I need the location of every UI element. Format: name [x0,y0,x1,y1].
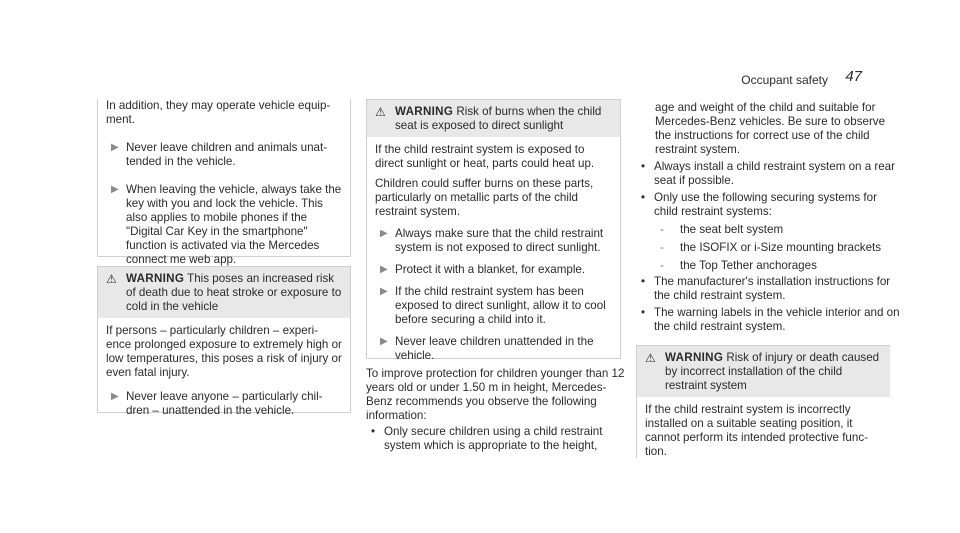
arrow-icon: ▶ [380,336,388,347]
intro-text: In addition, they may operate vehicle equip-ment. [106,99,331,126]
warning-title: Risk of injury or death caused by incorrect installation of the child restraint system [665,351,880,392]
list-item: ▶ If the child restraint system has been exposed to direct sunlight, allow it to cool before securing a child into it. [375,285,612,327]
dash-icon: - [660,241,664,254]
arrow-icon: ▶ [380,286,388,297]
bullet-list [636,160,901,334]
arrow-icon: ▶ [111,184,119,195]
warning-label: WARNING [395,105,454,118]
arrow-icon: ▶ [111,142,119,153]
list-item: • The manufacturer's installation instructions for the child restraint system. [636,275,901,303]
warning-box [636,345,890,458]
sub-list-item: - the seat belt system [636,223,901,237]
continuation-box [97,99,351,266]
section-title: Occupant safety [741,73,828,87]
list-item: ▶ Protect it with a blanket, for example. [375,263,612,277]
bullet-icon: • [641,160,646,173]
list-item: ▶ Always make sure that the child restraint system is not exposed to direct sunlight. [375,227,612,255]
page-number: 47 [845,68,862,85]
list-item: • The warning labels in the vehicle interior and on the child restraint system. [636,306,901,334]
warning-triangle-icon: ⚠ [106,272,117,286]
warning-body: If the child restraint system is exposed to direct sunlight or heat, parts could heat up. [375,143,595,170]
warning-triangle-icon: ⚠ [645,351,656,365]
list-item: • Only use the following securing systems for child restraint systems: [636,191,901,219]
dash-icon: - [660,259,664,272]
warning-box [97,266,351,417]
warning-title: Risk of burns when the child seat is exposed to direct sunlight [395,105,602,132]
warning-triangle-icon: ⚠ [375,105,386,119]
bullet-icon: • [641,306,646,319]
sub-list-item: - the ISOFIX or i-Size mounting brackets [636,241,901,255]
warning-label: WARNING [665,351,724,364]
warning-label: WARNING [126,272,185,285]
bullet-icon: • [641,191,646,204]
list-item: • Only secure children using a child restraint system which is appropriate to the height, [366,425,626,453]
list-item: ▶ Never leave anyone – particularly chil-dren – unattended in the vehicle. [106,390,342,418]
bullet-icon: • [641,275,646,288]
bullet-list [366,425,626,453]
warning-title: This poses an increased risk of death due to heat stroke or exposure to cold in the vehicle [126,272,342,313]
list-item: ▶ When leaving the vehicle, always take the key with you and lock the vehicle. This also applies to mobile phones if the "Digital Car Key in the smartphone" function is activated via the Mercedes connect me web app. [106,183,346,267]
warning-header [98,267,350,318]
list-item: • Always install a child restraint system on a rear seat if possible. [636,160,901,188]
list-item: ▶ Never leave children and animals unat-tended in the vehicle. [106,141,346,169]
arrow-icon: ▶ [380,228,388,239]
body-paragraph: To improve protection for children younger than 12 years old or under 1.50 m in height, Mercedes-Benz recommends you observe the following information: [366,367,625,422]
sub-list-item: - the Top Tether anchorages [636,259,901,273]
warning-body: If persons – particularly children – experi-ence prolonged exposure to extremely high or low temperatures, this poses a risk of injury or even fatal injury. [106,324,342,379]
dash-icon: - [660,223,664,236]
warning-header [367,100,620,137]
warning-header [637,346,890,397]
warning-body: Children could suffer burns on these parts, particularly on metallic parts of the child restraint system. [375,177,594,218]
arrow-icon: ▶ [380,264,388,275]
continuation-text: age and weight of the child and suitable for Mercedes-Benz vehicles. Be sure to observe the instructions for correct use of the child restraint system. [655,101,886,156]
list-item: ▶ Never leave children unattended in the vehicle. [375,335,612,363]
bullet-icon: • [371,425,376,438]
warning-box [366,99,621,362]
arrow-icon: ▶ [111,391,119,402]
warning-body: If the child restraint system is incorrectly installed on a suitable seating position, it cannot perform its intended protective func-tion. [645,403,868,458]
